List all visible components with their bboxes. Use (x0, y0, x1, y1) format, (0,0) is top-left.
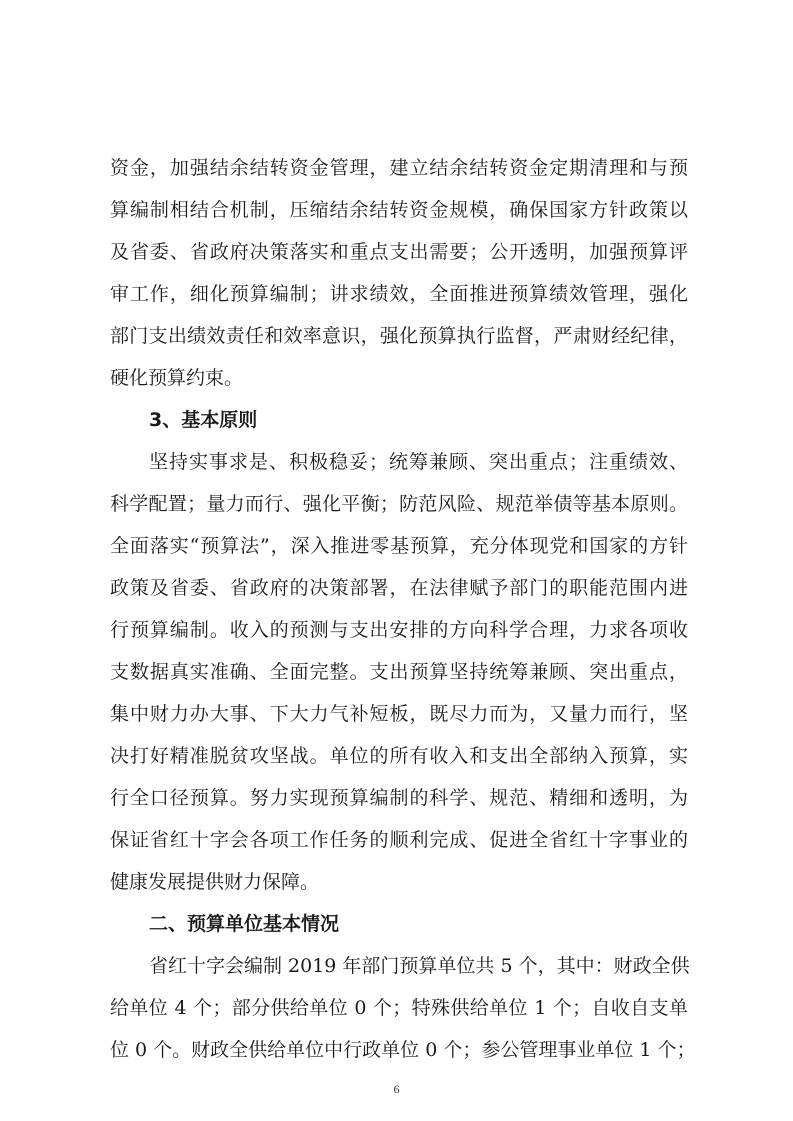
section-heading-basic-principles: 3、基本原则 (149, 409, 258, 431)
paragraph-line: 集中财力办大事、下大力气补短板，既尽力而为，又量力而行，坚 (110, 703, 688, 725)
paragraph-line: 算编制相结合机制，压缩结余结转资金规模，确保国家方针政策以 (110, 199, 688, 221)
paragraph-line: 资金，加强结余结转资金管理，建立结余结转资金定期清理和与预 (110, 157, 688, 179)
paragraph-line: 支数据真实准确、全面完整。支出预算坚持统筹兼顾、突出重点， (110, 661, 688, 683)
paragraph-line: 健康发展提供财力保障。 (110, 871, 320, 893)
paragraph-line: 决打好精准脱贫攻坚战。单位的所有收入和支出全部纳入预算，实 (110, 745, 688, 767)
paragraph-line: 审工作，细化预算编制；讲求绩效，全面推进预算绩效管理，强化 (110, 283, 688, 305)
paragraph-line: 省红十字会编制 2019 年部门预算单位共 5 个，其中：财政全供 (149, 955, 690, 977)
paragraph-line: 保证省红十字会各项工作任务的顺利完成、促进全省红十字事业的 (110, 829, 688, 851)
paragraph-line: 部门支出绩效责任和效率意识，强化预算执行监督，严肃财经纪律， (110, 325, 688, 347)
paragraph-line: 及省委、省政府决策落实和重点支出需要；公开透明，加强预算评 (110, 241, 688, 263)
paragraph-line: 行全口径预算。努力实现预算编制的科学、规范、精细和透明，为 (110, 787, 688, 809)
paragraph-line: 行预算编制。收入的预测与支出安排的方向科学合理，力求各项收 (110, 619, 688, 641)
paragraph-line: 给单位 4 个；部分供给单位 0 个；特殊供给单位 1 个；自收自支单 (110, 997, 688, 1019)
page-number: 6 (393, 1082, 400, 1096)
paragraph-line: 位 0 个。财政全供给单位中行政单位 0 个；参公管理事业单位 1 个； (110, 1039, 696, 1061)
paragraph-line: 科学配置；量力而行、强化平衡；防范风险、规范举债等基本原则。 (110, 493, 688, 515)
paragraph-line: 政策及省委、省政府的决策部署，在法律赋予部门的职能范围内进 (110, 577, 688, 599)
paragraph-line: 全面落实“预算法”，深入推进零基预算，充分体现党和国家的方针 (110, 535, 688, 557)
paragraph-line: 坚持实事求是、积极稳妥；统筹兼顾、突出重点；注重绩效、 (149, 451, 688, 473)
paragraph-line: 硬化预算约束。 (110, 367, 244, 389)
section-heading-budget-units: 二、预算单位基本情况 (149, 913, 340, 935)
